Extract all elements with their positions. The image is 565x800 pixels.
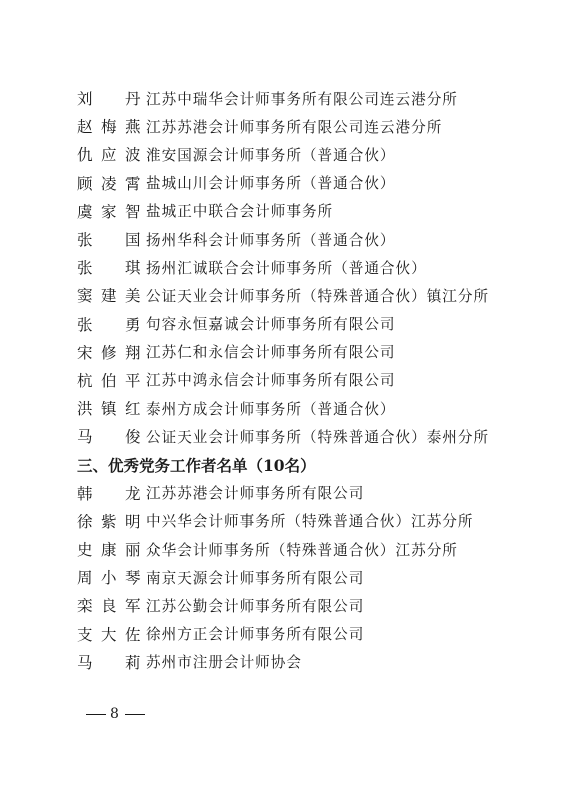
list-item xyxy=(77,648,517,676)
list-item xyxy=(77,422,517,450)
page-number: 8 xyxy=(110,706,121,722)
list-b xyxy=(77,479,517,676)
organization-name: 南京天源会计师事务所有限公司 xyxy=(146,569,365,587)
list-item xyxy=(77,253,517,281)
list-a xyxy=(77,84,517,450)
person-name: 赵梅燕 xyxy=(77,118,141,137)
list-item xyxy=(77,338,517,366)
organization-name: 公证天业会计师事务所（特殊普通合伙）镇江分所 xyxy=(146,287,490,305)
list-item xyxy=(77,169,517,197)
list-item xyxy=(77,84,517,112)
person-name: 虞家智 xyxy=(77,202,141,221)
person-name: 栾良军 xyxy=(77,597,141,616)
list-item xyxy=(77,366,517,394)
list-item xyxy=(77,563,517,591)
organization-name: 公证天业会计师事务所（特殊普通合伙）泰州分所 xyxy=(146,428,490,446)
person-name: 史康丽 xyxy=(77,541,141,560)
list-item xyxy=(77,535,517,563)
list-item xyxy=(77,197,517,225)
page-footer xyxy=(86,706,145,722)
list-item xyxy=(77,479,517,507)
person-name: 窦建美 xyxy=(77,287,141,306)
list-item xyxy=(77,140,517,168)
organization-name: 众华会计师事务所（特殊普通合伙）江苏分所 xyxy=(146,541,458,559)
list-item xyxy=(77,310,517,338)
organization-name: 句容永恒嘉诚会计师事务所有限公司 xyxy=(146,316,396,334)
list-item xyxy=(77,225,517,253)
person-name: 洪镇红 xyxy=(77,400,141,419)
person-name: 仇应波 xyxy=(77,146,141,165)
organization-name: 江苏苏港会计师事务所有限公司连云港分所 xyxy=(146,118,443,136)
organization-name: 徐州方正会计师事务所有限公司 xyxy=(146,626,365,644)
person-name: 徐紫明 xyxy=(77,512,141,531)
person-name: 顾凌霄 xyxy=(77,174,141,193)
person-name: 支大佐 xyxy=(77,625,141,644)
person-name: 杭伯平 xyxy=(77,371,141,390)
list-item xyxy=(77,591,517,619)
list-item xyxy=(77,620,517,648)
person-name: 张 国 xyxy=(77,231,141,250)
organization-name: 江苏仁和永信会计师事务所有限公司 xyxy=(146,344,396,362)
organization-name: 盐城正中联合会计师事务所 xyxy=(146,203,334,221)
organization-name: 扬州华科会计师事务所（普通合伙） xyxy=(146,231,396,249)
list-item xyxy=(77,394,517,422)
footer-dash-right xyxy=(125,714,145,715)
organization-name: 盐城山川会计师事务所（普通合伙） xyxy=(146,175,396,193)
person-name: 周小琴 xyxy=(77,569,141,588)
footer-dash-left xyxy=(86,714,106,715)
person-name: 马 俊 xyxy=(77,428,141,447)
person-name: 韩 龙 xyxy=(77,484,141,503)
section-heading: 三、优秀党务工作者名单（10名） xyxy=(77,455,316,475)
organization-name: 扬州汇诚联合会计师事务所（普通合伙） xyxy=(146,259,427,277)
person-name: 宋修翔 xyxy=(77,343,141,362)
organization-name: 泰州方成会计师事务所（普通合伙） xyxy=(146,400,396,418)
organization-name: 淮安国源会计师事务所（普通合伙） xyxy=(146,146,396,164)
list-item xyxy=(77,281,517,309)
organization-name: 江苏中鸿永信会计师事务所有限公司 xyxy=(146,372,396,390)
organization-name: 苏州市注册会计师协会 xyxy=(146,654,302,672)
person-name: 刘 丹 xyxy=(77,90,141,109)
organization-name: 江苏苏港会计师事务所有限公司 xyxy=(146,485,365,503)
list-item xyxy=(77,507,517,535)
person-name: 张 勇 xyxy=(77,315,141,334)
person-name: 马 莉 xyxy=(77,653,141,672)
honoree-list xyxy=(77,84,517,676)
organization-name: 江苏公勤会计师事务所有限公司 xyxy=(146,597,365,615)
person-name: 张 琪 xyxy=(77,259,141,278)
list-item xyxy=(77,112,517,140)
organization-name: 江苏中瑞华会计师事务所有限公司连云港分所 xyxy=(146,90,458,108)
organization-name: 中兴华会计师事务所（特殊普通合伙）江苏分所 xyxy=(146,513,474,531)
